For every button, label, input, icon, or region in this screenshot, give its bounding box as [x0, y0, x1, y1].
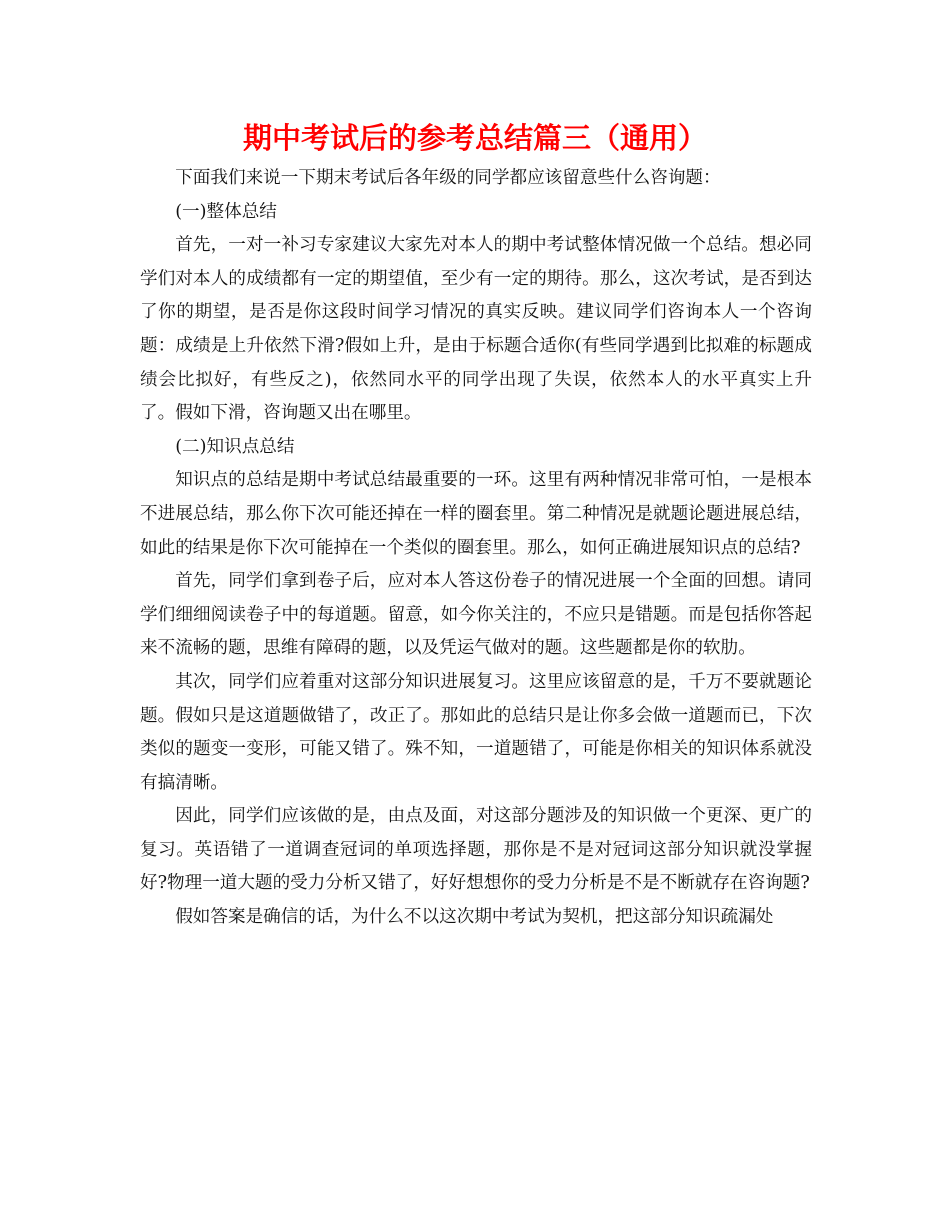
paragraph-closing: 假如答案是确信的话，为什么不以这次期中考试为契机，把这部分知识疏漏处: [175, 907, 774, 928]
paragraph-overall-summary: 首先，一对一补习专家建议大家先对本人的期中考试整体情况做一个总结。想必同学们对本人的成绩都有一定的期望值，至少有一定的期待。那么，这次考试，是否到达了你的期望，是否是你这段时间学习情况的真实反映。建议同学们咨询本人一个咨询题：成绩是上升依然下滑?假如上升，是由于标题合适你(有些同学遇到比拟难的标题成绩会比拟好，有些反之)，依然同水平的同学出现了失误，依然本人的水平真实上升了。假如下滑，咨询题又出在哪里。: [140, 235, 812, 424]
paragraph-knowledge-summary: 知识点的总结是期中考试总结最重要的一环。这里有两种情况非常可怕，一是根本不进展总结，那么你下次可能还掉在一样的圈套里。第二种情况是就题论题进展总结，如此的结果是你下次可能掉在一个类似的圈套里。那么，如何正确进展知识点的总结?: [140, 470, 812, 558]
section-heading-knowledge: (二)知识点总结: [175, 436, 295, 457]
document-body: [140, 162, 812, 935]
paragraph-intro: 下面我们来说一下期末考试后各年级的同学都应该留意些什么咨询题：: [175, 168, 721, 188]
section-heading-overall: (一)整体总结: [175, 201, 277, 222]
paragraph-focus-review: 其次，同学们应着重对这部分知识进展复习。这里应该留意的是，千万不要就题论题。假如只是这道题做错了，改正了。那如此的总结只是让你多会做一道题而已，下次类似的题变一变形，可能又错了。殊不知，一道题错了，可能是你相关的知识体系就没有搞清晰。: [140, 671, 812, 793]
paragraph-review-paper: 首先，同学们拿到卷子后，应对本人答这份卷子的情况进展一个全面的回想。请同学们细细阅读卷子中的每道题。留意，如今你关注的，不应只是错题。而是包括你答起来不流畅的题，思维有障碍的题，以及凭运气做对的题。这些题都是你的软肋。: [140, 571, 812, 659]
paragraph-broad-review: 因此，同学们应该做的是，由点及面，对这部分题涉及的知识做一个更深、更广的复习。英语错了一道调查冠词的单项选择题，那你是不是对冠词这部分知识就没掌握好?物理一道大题的受力分析又错了，好好想想你的受力分析是不是不断就存在咨询题?: [140, 806, 812, 894]
document-title: 期中考试后的参考总结篇三（通用）: [242, 121, 707, 155]
